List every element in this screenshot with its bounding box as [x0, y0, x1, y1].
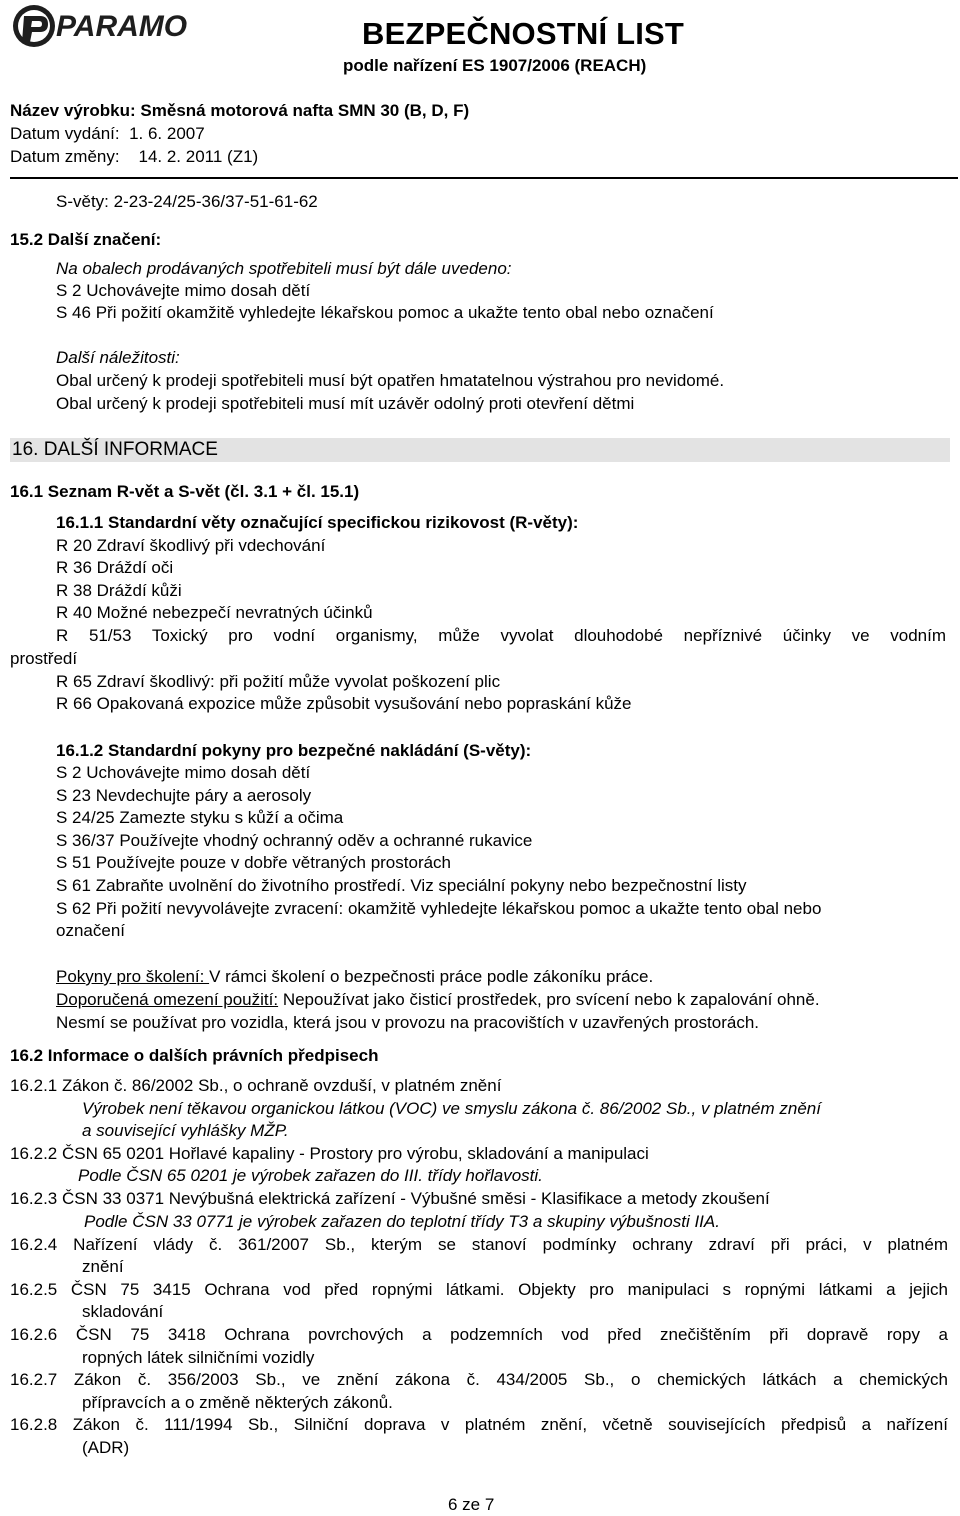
paramo-logo [10, 2, 205, 50]
section-16-2-heading: 16.2 Informace o dalších právních předpisech [10, 1046, 379, 1065]
r-phrases-heading: 16.1.1 Standardní věty označující specifickou rizikovost (R-věty): [56, 513, 579, 532]
s-phrase-continuation: označení [56, 921, 125, 940]
tactile-warning-text: Obal určený k prodeji spotřebiteli musí být opatřen hmatatelnou výstrahou pro nevidomé. [56, 371, 725, 390]
legal-item: 16.2.3 ČSN 33 0371 Nevýbušná elektrická zařízení - Výbušné směsi - Klasifikace a metody zkoušení [10, 1189, 770, 1208]
legal-item: 16.2.5 ČSN 75 3415 Ochrana vod před ropnými látkami. Objekty pro manipulaci s ropnými látkami a jejich [10, 1280, 948, 1299]
legal-item-continuation: znění [82, 1257, 124, 1276]
section-16-heading-bar [10, 438, 950, 462]
legal-item-note: Podle ČSN 33 0771 je výrobek zařazen do teplotní třídy T3 a skupiny výbušnosti IIA. [84, 1212, 720, 1231]
s-phrase: S 24/25 Zamezte styku s kůží a očima [56, 808, 344, 827]
s-phrase: S 36/37 Používejte vhodný ochranný oděv a ochranné rukavice [56, 831, 533, 850]
restrictions-text: Nepoužívat jako čisticí prostředek, pro svícení nebo k zapalování ohně. [278, 990, 820, 1009]
legal-item: 16.2.6 ČSN 75 3418 Ochrana povrchových a podzemních vod před znečištěním při dopravě ropy a [10, 1325, 948, 1344]
legal-item-note: a související vyhlášky MŽP. [82, 1121, 289, 1140]
restrictions-label: Doporučená omezení použití: [56, 990, 279, 1009]
r-phrase: R 65 Zdraví škodlivý: při požití může vyvolat poškození plic [56, 672, 501, 691]
legal-item-continuation: (ADR) [82, 1438, 130, 1457]
r-phrase: R 20 Zdraví škodlivý při vdechování [56, 536, 326, 555]
training-text: V rámci školení o bezpečnosti práce podle zákoníku práce. [209, 967, 654, 986]
training-label: Pokyny pro školení: [56, 967, 210, 986]
s-phrase: S 23 Nevdechujte páry a aerosoly [56, 786, 312, 805]
s-phrases-heading: 16.1.2 Standardní pokyny pro bezpečné nakládání (S-věty): [56, 741, 532, 760]
document-title: BEZPEČNOSTNÍ LIST [362, 16, 685, 51]
header-divider [10, 177, 958, 179]
change-date-label: Datum změny: [10, 147, 120, 166]
legal-item: 16.2.4 Nařízení vlády č. 361/2007 Sb., kterým se stanoví podmínky ochrany zdraví při práci, v platném [10, 1235, 948, 1254]
s-phrase: S 51 Používejte pouze v dobře větraných prostorách [56, 853, 452, 872]
document-subtitle: podle nařízení ES 1907/2006 (REACH) [343, 56, 647, 75]
child-closure-text: Obal určený k prodeji spotřebiteli musí mít uzávěr odolný proti otevření dětmi [56, 394, 635, 413]
r-phrase: R 36 Dráždí oči [56, 558, 174, 577]
legal-item-continuation: ropných látek silničními vozidly [82, 1348, 315, 1367]
legal-item-continuation: skladování [82, 1302, 164, 1321]
section-16-1-heading: 16.1 Seznam R-vět a S-vět (čl. 3.1 + čl. 15.1) [10, 482, 360, 501]
page-number: 6 ze 7 [448, 1495, 495, 1514]
r-phrase: R 51/53 Toxický pro vodní organismy, může vyvolat dlouhodobé nepříznivé účinky ve vodním [56, 626, 946, 645]
svg-text:PARAMO: PARAMO [56, 10, 188, 43]
section-16-heading: 16. DALŠÍ INFORMACE [12, 439, 218, 460]
label-s2: S 2 Uchovávejte mimo dosah dětí [56, 281, 311, 300]
label-s46: S 46 Při požití okamžitě vyhledejte lékařskou pomoc a ukažte tento obal nebo označení [56, 303, 714, 322]
legal-item-note: Výrobek není těkavou organickou látkou (VOC) ve smyslu zákona č. 86/2002 Sb., v platném znění [82, 1099, 821, 1118]
issue-date-row [10, 124, 205, 144]
legal-item: 16.2.1 Zákon č. 86/2002 Sb., o ochraně ovzduší, v platném znění [10, 1076, 502, 1095]
product-name: Směsná motorová nafta SMN 30 (B, D, F) [140, 101, 470, 120]
s-phrase: S 2 Uchovávejte mimo dosah dětí [56, 763, 311, 782]
other-requirements-heading: Další náležitosti: [56, 348, 180, 367]
restrictions-row [56, 989, 820, 1011]
r-phrase: R 40 Možné nebezpečí nevratných účinků [56, 603, 373, 622]
training-row [56, 966, 653, 988]
s-phrase: S 61 Zabraňte uvolnění do životního prostředí. Viz speciální pokyny nebo bezpečnostní listy [56, 876, 747, 895]
section-15-2-heading: 15.2 Další značení: [10, 230, 162, 249]
legal-item-note: Podle ČSN 65 0201 je výrobek zařazen do III. třídy hořlavosti. [78, 1166, 543, 1185]
change-date-value: 14. 2. 2011 (Z1) [138, 147, 259, 166]
label-intro: Na obalech prodávaných spotřebiteli musí být dále uvedeno: [56, 259, 512, 278]
restrictions-text-2: Nesmí se používat pro vozidla, která jsou v provozu na pracovištích v uzavřených prostorách. [56, 1013, 759, 1032]
product-name-row [10, 101, 469, 121]
r-phrase-continuation: prostředí [10, 649, 78, 668]
legal-item: 16.2.2 ČSN 65 0201 Hořlavé kapaliny - Prostory pro výrobu, skladování a manipulaci [10, 1144, 649, 1163]
change-date-row [10, 147, 258, 167]
s-sentences-list: S-věty: 2-23-24/25-36/37-51-61-62 [56, 192, 318, 211]
r-phrase: R 38 Dráždí kůži [56, 581, 182, 600]
legal-item-continuation: přípravcích a o změně některých zákonů. [82, 1393, 393, 1412]
product-label: Název výrobku: [10, 101, 136, 120]
legal-item: 16.2.8 Zákon č. 111/1994 Sb., Silniční doprava v platném znění, včetně souvisejících předpisů a nařízení [10, 1415, 948, 1434]
legal-item: 16.2.7 Zákon č. 356/2003 Sb., ve znění zákona č. 434/2005 Sb., o chemických látkách a chemických [10, 1370, 948, 1389]
s-phrase: S 62 Při požití nevyvolávejte zvracení: okamžitě vyhledejte lékařskou pomoc a ukažte tento obal nebo [56, 899, 822, 918]
issue-date-value: 1. 6. 2007 [129, 124, 205, 143]
r-phrase: R 66 Opakovaná expozice může způsobit vysušování nebo popraskání kůže [56, 694, 632, 713]
issue-date-label: Datum vydání: [10, 124, 120, 143]
